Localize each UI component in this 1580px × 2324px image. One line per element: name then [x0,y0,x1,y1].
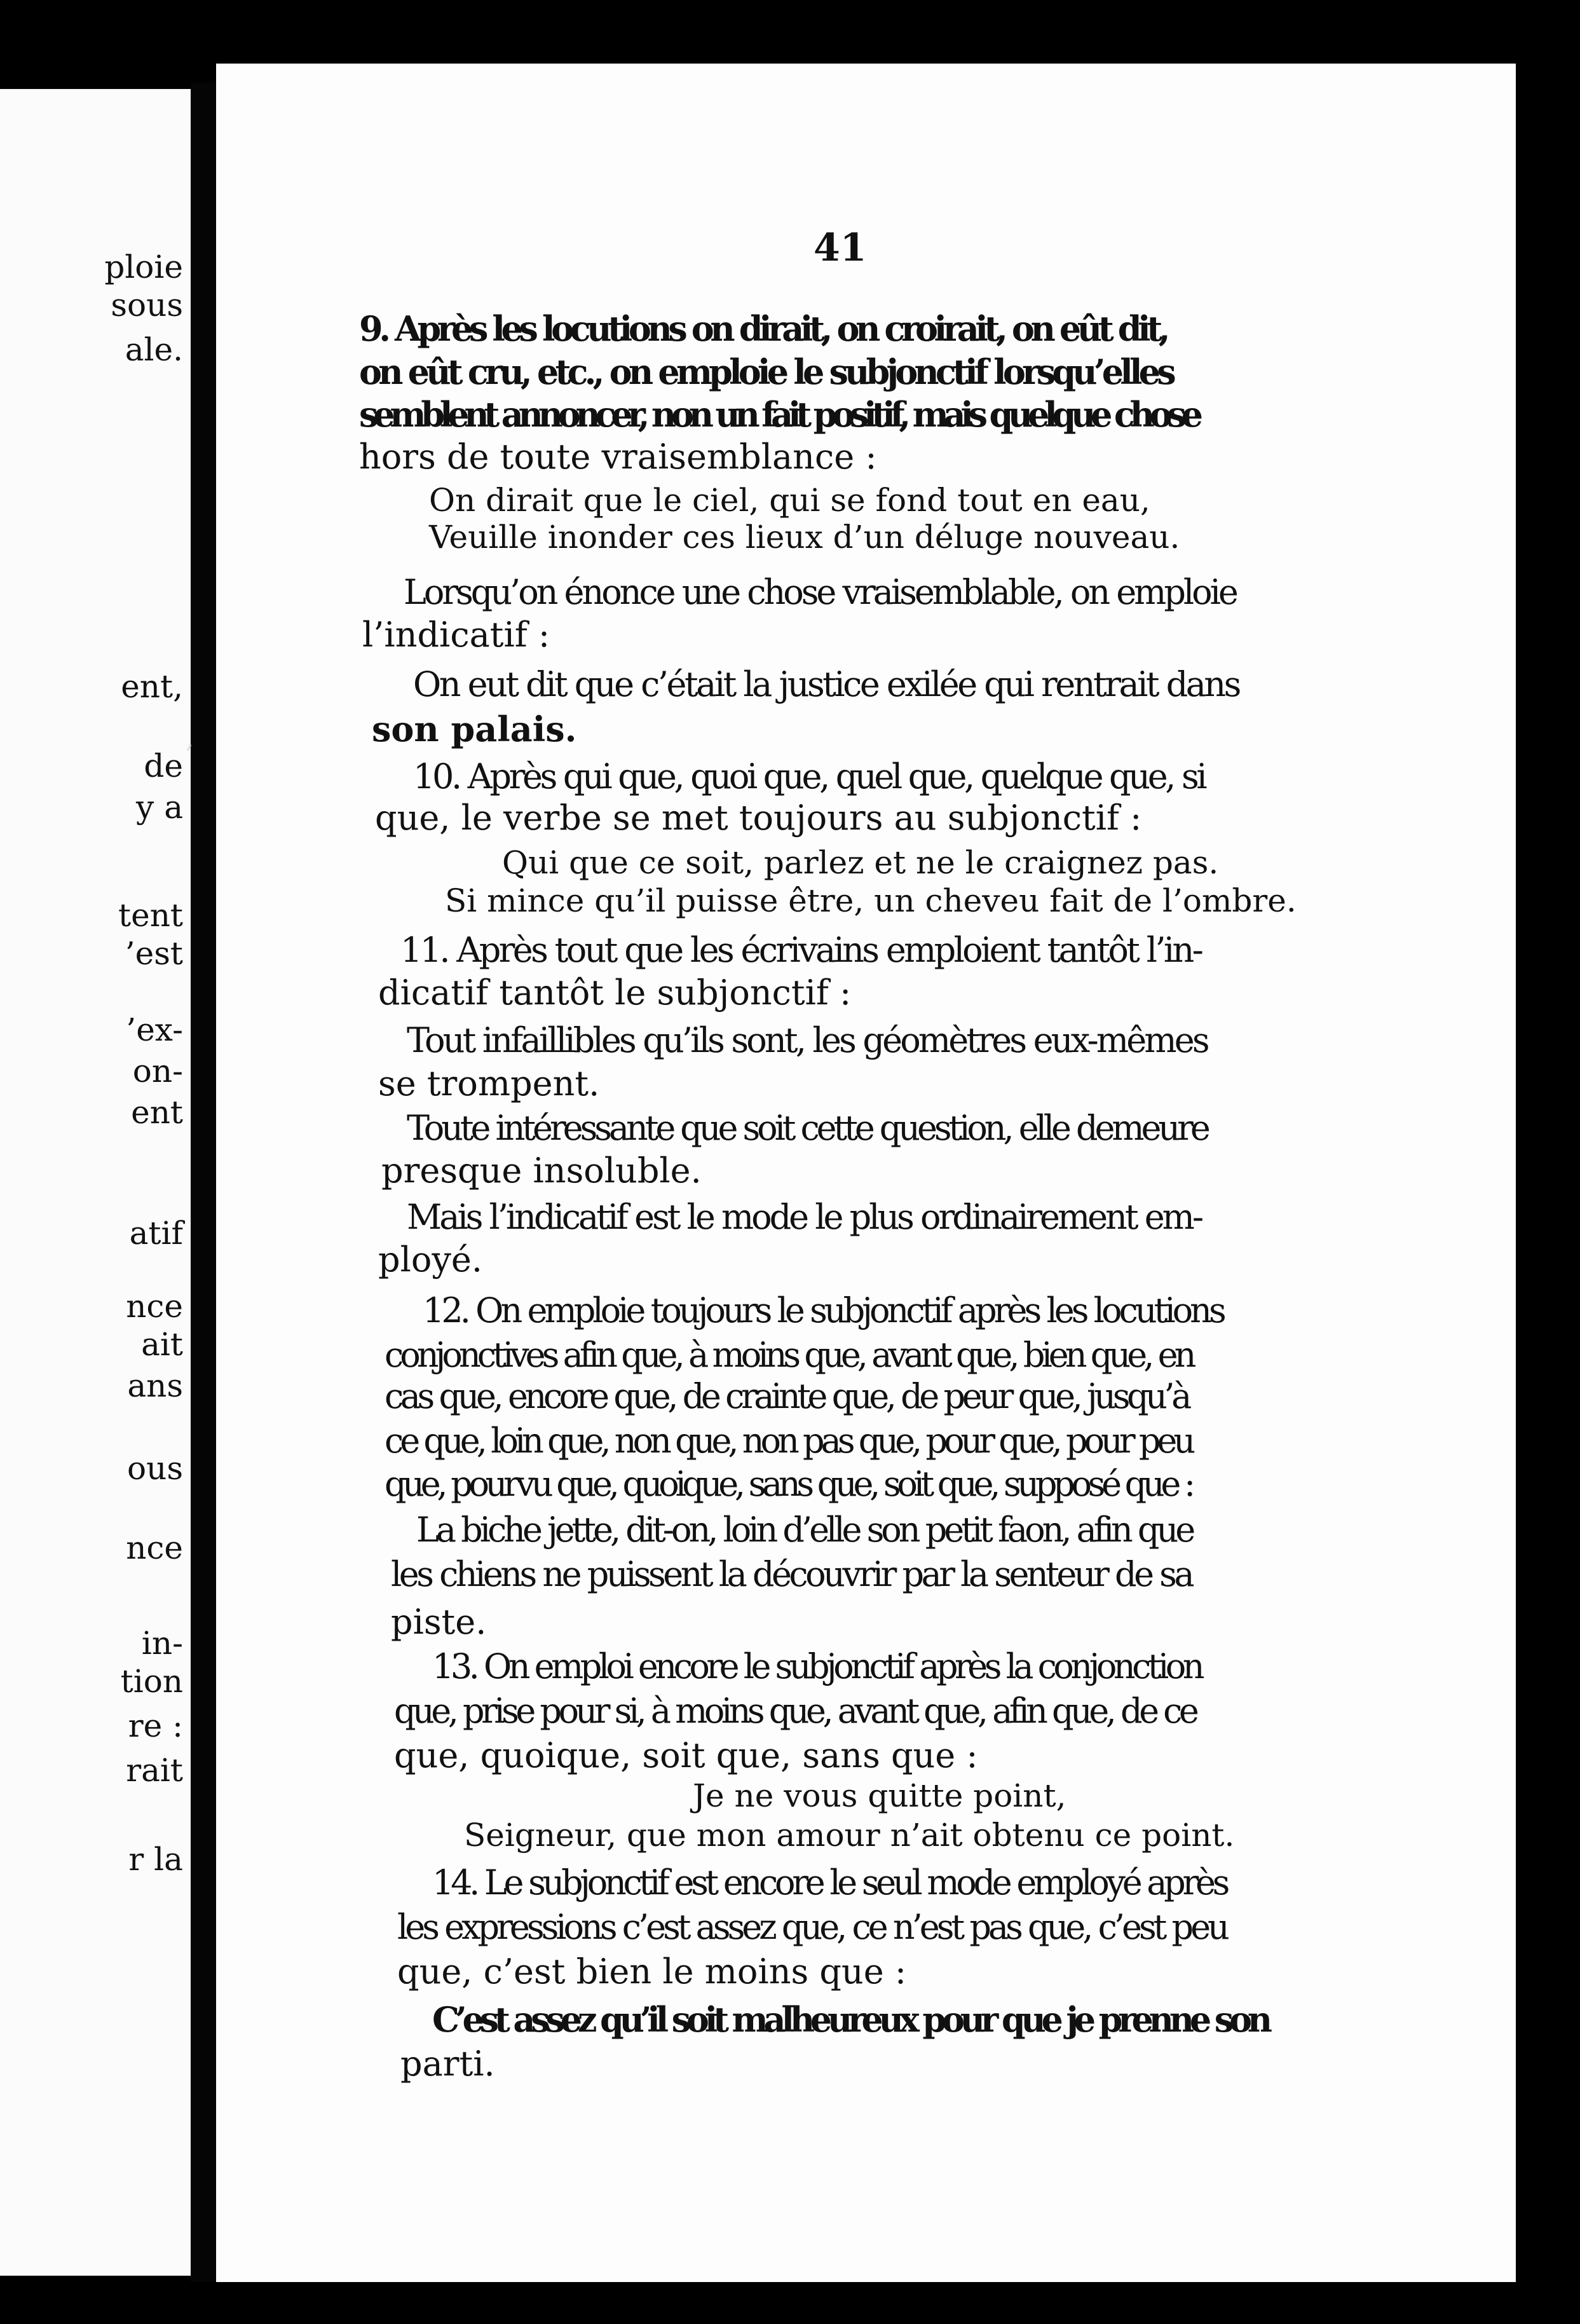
text-line: les expressions c’est assez que, ce n’est pas que, c’est peu [397,1907,1227,1947]
text-line: que, prise pour si, à moins que, avant que, afin que, de ce [394,1691,1196,1731]
text-line: 9. Après les locutions on dirait, on croirait, on eût dit, [359,308,1167,349]
text-line: La biche jette, dit-on, loin d’elle son petit faon, afin que [416,1510,1193,1550]
text-line: Seigneur, que mon amour n’ait obtenu ce point. [464,1817,1235,1854]
text-line: semblent annoncer, non un fait positif, mais quelque chose [359,394,1198,435]
previous-page-fragment [0,89,191,2276]
previous-page-text-fragment: ans [127,1367,183,1404]
text-line: On dirait que le ciel, qui se fond tout en eau, [429,482,1150,519]
previous-page-text-fragment: ’est [125,935,183,972]
text-line: 11. Après tout que les écrivains emploient tantôt l’in- [400,930,1202,970]
text-line: Lorsqu’on énonce une chose vraisemblable, on emploie [404,572,1236,612]
text-line: son palais. [372,709,577,749]
previous-page-text-fragment: y a [136,789,183,826]
previous-page-text-fragment: on- [132,1053,183,1090]
previous-page-text-fragment: sous [111,287,183,324]
previous-page-text-fragment: in- [141,1625,183,1662]
text-line: conjonctives afin que, à moins que, avant que, bien que, en [385,1335,1193,1375]
previous-page-text-fragment: de [144,748,183,784]
previous-page-text-fragment: atif [129,1215,183,1252]
text-line: on eût cru, etc., on emploie le subjonctif lorsqu’elles [359,352,1173,392]
previous-page-text-fragment: nce [126,1288,183,1325]
text-line: dicatif tantôt le subjonctif : [378,973,852,1013]
previous-page-text-fragment: ’ex- [126,1011,183,1048]
text-line: 12. On emploie toujours le subjonctif après les locutions [423,1290,1223,1330]
previous-page-text-fragment: ait [141,1326,183,1363]
text-line: que, le verbe se met toujours au subjonctif : [375,798,1142,838]
previous-page-text-fragment: ploie [104,249,183,285]
text-line: se trompent. [378,1063,600,1104]
text-line: que, c’est bien le moins que : [397,1951,907,1992]
text-line: Tout infaillibles qu’ils sont, les géomètres eux-mêmes [407,1020,1208,1060]
text-line: C’est assez qu’il soit malheureux pour que je prenne son [432,1999,1268,2040]
text-line: Mais l’indicatif est le mode le plus ordinairement em- [407,1197,1202,1237]
text-line: ployé. [378,1240,482,1280]
previous-page-text-fragment: ent, [121,668,183,705]
binding-mark: , [186,725,194,754]
text-line: 10. Après qui que, quoi que, quel que, quelque que, si [413,756,1205,796]
text-line: piste. [391,1602,487,1642]
previous-page-text-fragment: re : [128,1707,183,1744]
text-line: 13. On emploi encore le subjonctif après la conjonction [432,1646,1201,1686]
page-number: 41 [814,226,867,270]
text-line: Je ne vous quitte point, [693,1777,1066,1814]
text-line: Veuille inonder ces lieux d’un déluge nouveau. [429,519,1180,556]
text-line: les chiens ne puissent la découvrir par la senteur de sa [391,1554,1192,1594]
text-line: parti. [400,2044,495,2084]
book-gutter [186,83,216,2282]
previous-page-text-fragment: r la [128,1841,183,1878]
previous-page-text-fragment: ale. [125,331,183,368]
previous-page-text-fragment: ent [131,1094,183,1131]
text-line: cas que, encore que, de crainte que, de peur que, jusqu’à [385,1376,1188,1416]
previous-page-text-fragment: rait [126,1752,183,1789]
text-line: presque insoluble. [381,1151,702,1191]
text-line: que, quoique, soit que, sans que : [394,1735,978,1775]
text-line: l’indicatif : [362,615,550,655]
book-page [216,64,1516,2282]
text-line: que, pourvu que, quoique, sans que, soit que, supposé que : [385,1464,1192,1504]
text-line: On eut dit que c’était la justice exilée qui rentrait dans [413,664,1239,704]
previous-page-text-fragment: ous [127,1450,183,1487]
text-line: 14. Le subjonctif est encore le seul mode employé après [432,1863,1227,1903]
previous-page-text-fragment: tent [118,897,183,934]
previous-page-text-fragment: tion [120,1663,183,1700]
previous-page-text-fragment: nce [126,1529,183,1566]
text-line: hors de toute vraisemblance : [359,437,877,477]
text-line: Si mince qu’il puisse être, un cheveu fait de l’ombre. [445,882,1297,919]
text-line: Toute intéressante que soit cette question, elle demeure [407,1108,1208,1148]
text-line: ce que, loin que, non que, non pas que, pour que, pour peu [385,1421,1192,1461]
text-line: Qui que ce soit, parlez et ne le craignez pas. [502,844,1219,881]
